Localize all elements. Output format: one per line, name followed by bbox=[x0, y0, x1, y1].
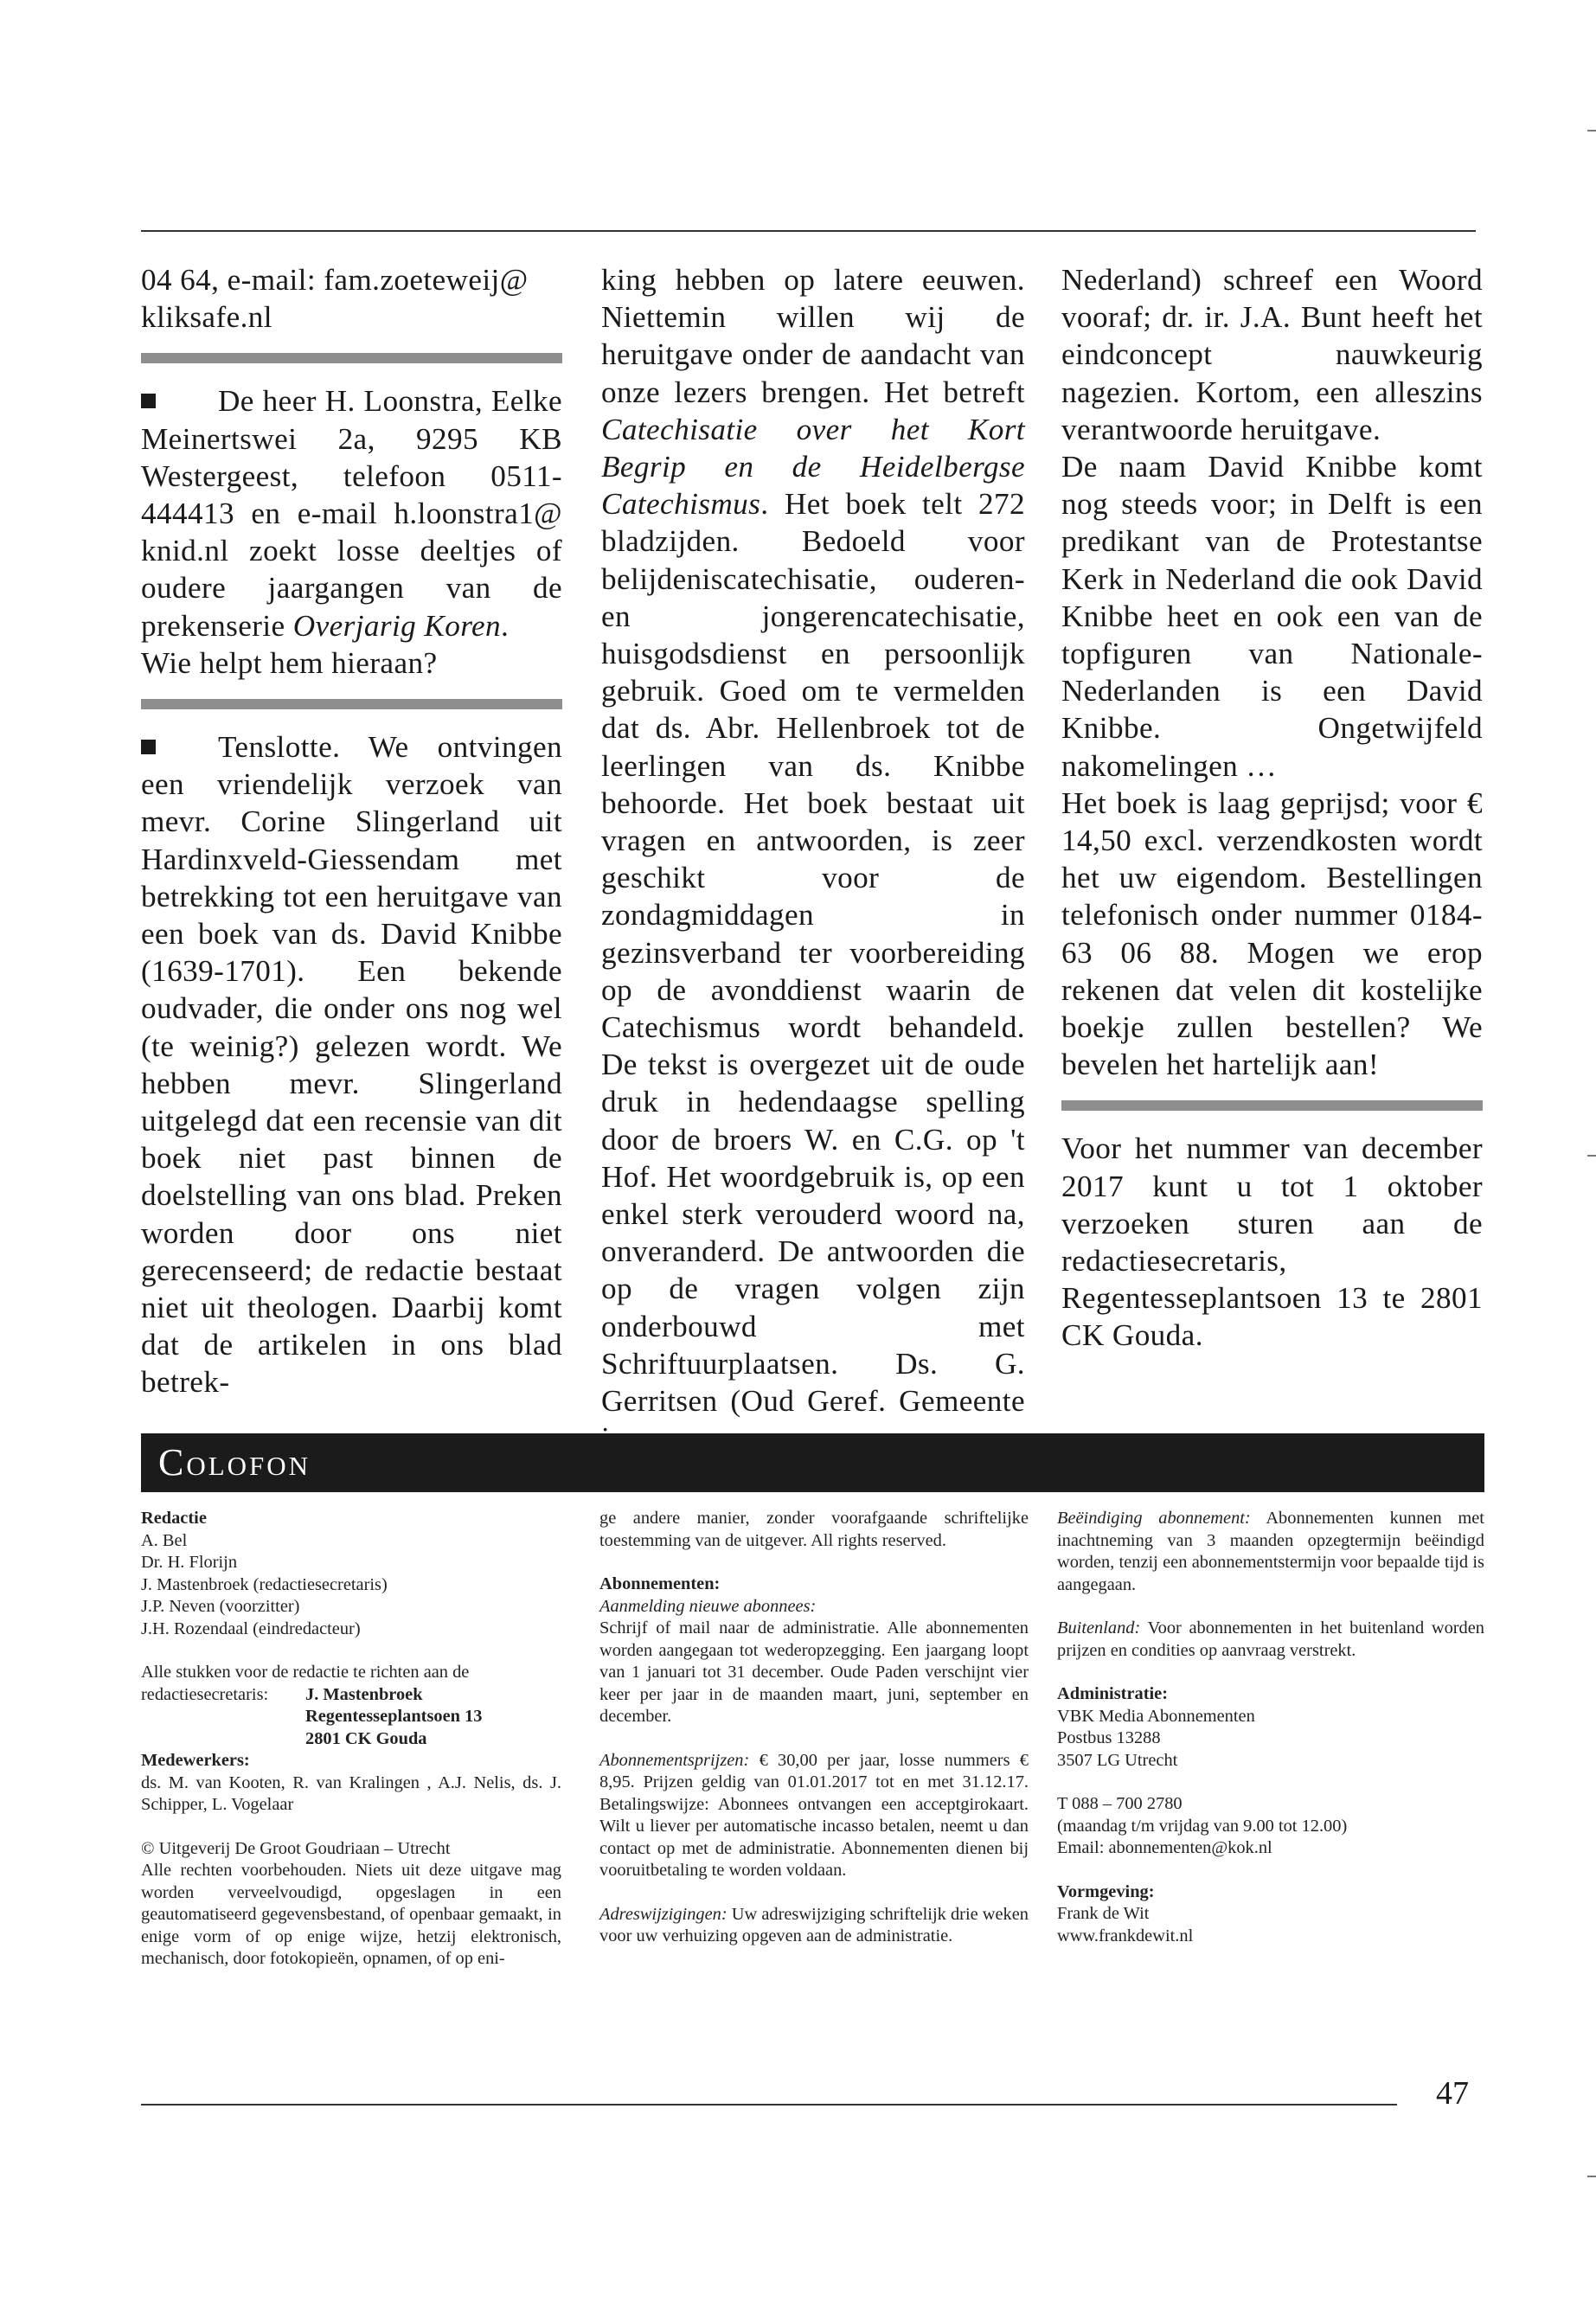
redactie-label: Redactie bbox=[141, 1509, 207, 1528]
prijzen-text: Abonnementsprijzen: € 30,00 per jaar, losse nummers € 8,95. Prijzen geldig van 01.01.2017 tot en met 31.12.17. Betalingswijze: Abonnees ontvangen een acceptgirokaart. Wilt u liever per automatische incasso betalen, neemt u dan contact op met de administratie. Abonnementen dienen bij vooruitbetaling te worden voldaan. bbox=[599, 1750, 1029, 1880]
buitenland-text: Buitenland: Voor abonnementen in het buitenland worden prijzen en condities op aanvraag verstrekt. bbox=[1057, 1618, 1484, 1660]
paragraph: king hebben op latere eeuwen. Niettemin willen wij de heruitgave onder de aandacht van onze lezers brengen. Het betreft Catechisatie over het Kort Begrip en de Heidelbergse Catechismus. Het boek telt 272 bladzijden. Bedoeld voor belijdeniscatechisatie, ouderen- en jongerencatechisatie, huisgodsdienst en persoonlijk gebruik. Goed om te vermelden dat ds. Abr. Hellenbroek tot de leerlingen van ds. Knibbe behoorde. Het boek bestaat uit vragen en antwoorden, is zeer geschikt voor de zondagmiddagen in gezinsverband ter voorbereiding op de avonddienst waarin de Catechismus wordt behandeld. De tekst is overgezet uit de oude druk in hedendaagse spelling door de broers W. en C.G. op 't Hof. Het woordgebruik is, op een enkel sterk verouderd woord na, onveranderd. De antwoorden die op de vragen volgen zijn onderbouwd met Schriftuurplaatsen. Ds. G. Gerritsen (Oud Geref. Gemeente bbox=[601, 263, 1025, 1419]
address-line: 2801 CK Gouda bbox=[305, 1728, 427, 1748]
beeindiging-text: Beëindiging abonnement: Abonnementen kunnen met inachtneming van 3 maanden opzegtermijn beëindigd worden, tenzij een abonnementstermijn voor bepaalde tijd is aangegaan. bbox=[1057, 1509, 1484, 1594]
paragraph: 04 64, e-mail: fam.zoeteweij@ kliksafe.nl bbox=[141, 263, 529, 335]
paragraph: De heer H. Loonstra, Eelke Meinertswei 2a, 9295 KB Westergeest, telefoon 0511-444413 en e-mail h.loonstra1@ knid.nl zoekt losse deeltjes of oudere jaargangen van de prekenserie Overjarig Koren. bbox=[141, 384, 562, 643]
colofon-column-1 bbox=[141, 1508, 561, 1971]
medewerkers-label: Medewerkers: bbox=[141, 1751, 250, 1770]
top-rule bbox=[141, 230, 1476, 232]
section-divider bbox=[141, 699, 562, 709]
address-line: J. Mastenbroek bbox=[305, 1684, 423, 1704]
address-line: Regentesseplantsoen 13 bbox=[305, 1707, 483, 1726]
paragraph: Het boek is laag geprijsd; voor € 14,50 excl. verzendkosten wordt het uw eigendom. Bestellingen telefonisch onder nummer 0184-63 06 88. Mogen we erop rekenen dat velen dit kostelijke boekje zullen bestellen? We bevelen het hartelijk aan! bbox=[1061, 785, 1483, 1082]
adreswijziging-text: Adreswijzigingen: Uw adreswijziging schriftelijk drie weken voor uw verhuizing opgeven aan de administratie. bbox=[599, 1904, 1029, 1945]
bottom-rule bbox=[141, 2104, 1397, 2106]
abonnementen-label: Abonnementen: bbox=[599, 1574, 721, 1593]
copyright-line: © Uitgeverij De Groot Goudriaan – Utrecht bbox=[141, 1838, 451, 1858]
designer-name: Frank de Wit bbox=[1057, 1904, 1150, 1923]
redactie-member: J. Mastenbroek (redactiesecretaris) bbox=[141, 1574, 388, 1594]
phone-number: T 088 – 700 2780 bbox=[1057, 1794, 1183, 1813]
redactie-member: Dr. H. Florijn bbox=[141, 1553, 238, 1572]
vormgeving-label: Vormgeving: bbox=[1057, 1881, 1155, 1901]
redactie-member: J.P. Neven (voorzitter) bbox=[141, 1597, 300, 1616]
redactie-member: A. Bel bbox=[141, 1530, 188, 1550]
paragraph: De naam David Knibbe komt nog steeds voor; in Delft is een predikant van de Protestantse Kerk in Nederland die ook David Knibbe heet en ook een van de topfiguren van Nationale-Nederlanden is een David Knibbe. Ongetwijfeld nakomelingen … bbox=[1061, 450, 1483, 783]
aanmelding-text: Schrijf of mail naar de administratie. Alle abonnementen worden aangegaan tot wederopzegging. Een jaargang loopt van 1 januari tot 31 december. Oude Paden verschijnt vier keer per jaar in de maanden maart, juni, september en december. bbox=[599, 1618, 1029, 1726]
paragraph: Nederland) schreef een Woord vooraf; dr. ir. J.A. Bunt heeft het eindconcept nauwkeurig nagezien. Kortom, een alleszins verantwoorde heruitgave. bbox=[1061, 263, 1483, 446]
rights-text-continued: ge andere manier, zonder voorafgaande schriftelijke toestemming van de uitgever. All rights reserved. bbox=[599, 1509, 1029, 1550]
article-column-1 bbox=[141, 261, 562, 1401]
crop-mark bbox=[1587, 130, 1596, 131]
stukken-text: Alle stukken voor de redactie te richten aan de bbox=[141, 1663, 470, 1682]
paragraph: Voor het nummer van december 2017 kunt u tot 1 oktober verzoeken sturen aan de redactiesecretaris, Regentesseplantsoen 13 te 2801 CK Gouda. bbox=[1061, 1131, 1483, 1353]
office-hours: (maandag t/m vrijdag van 9.00 tot 12.00) bbox=[1057, 1816, 1348, 1836]
bullet-square-icon bbox=[141, 394, 156, 408]
redactie-member: J.H. Rozendaal (eindredacteur) bbox=[141, 1618, 361, 1638]
paragraph: Wie helpt hem hieraan? bbox=[141, 645, 438, 680]
colofon-column-2 bbox=[599, 1508, 1029, 1948]
admin-line: VBK Media Abonnementen bbox=[1057, 1706, 1255, 1726]
section-divider bbox=[141, 353, 562, 363]
paragraph: Tenslotte. We ontvingen een vriendelijk verzoek van mevr. Corine Slingerland uit Hardinxveld-Giessendam met betrekking tot een heruitgave van een boek van ds. David Knibbe (1639-1701). Een bekende oudvader, die onder ons nog wel (te weinig?) gelezen wordt. We hebben mevr. Slingerland uitgelegd dat een recensie van dit boek niet past binnen de doelstelling van ons blad. Preken worden door ons niet gerecenseerd; de redactie bestaat niet uit theologen. Daarbij komt dat de artikelen in ons blad betrek- bbox=[141, 730, 562, 1400]
page-number: 47 bbox=[1436, 2075, 1469, 2112]
article-column-3 bbox=[1061, 261, 1483, 1355]
medewerkers-list: ds. M. van Kooten, R. van Kralingen , A.J. Nelis, ds. J. Schipper, L. Vogelaar bbox=[141, 1772, 561, 1814]
section-divider bbox=[1061, 1100, 1483, 1111]
colofon-column-3 bbox=[1057, 1508, 1484, 1947]
redactie-address bbox=[141, 1684, 561, 1707]
bullet-square-icon bbox=[141, 740, 156, 754]
article-column-2 bbox=[601, 261, 1025, 1458]
colofon-title: Colofon bbox=[158, 1441, 311, 1484]
rights-text: Alle rechten voorbehouden. Niets uit deze uitgave mag worden verveelvoudigd, opgeslagen in een geautomatiseerd gegevensbestand, of openbaar gemaakt, in enige vorm of op enige wijze, hetzij elektronisch, mechanisch, door fotokopieën, opnamen, of op eni- bbox=[141, 1861, 561, 1968]
email-address: Email: abonnementen@kok.nl bbox=[1057, 1838, 1272, 1857]
colofon-header bbox=[141, 1433, 1484, 1492]
administratie-label: Administratie: bbox=[1057, 1684, 1168, 1703]
aanmelding-label: Aanmelding nieuwe abonnees: bbox=[599, 1596, 817, 1616]
admin-line: Postbus 13288 bbox=[1057, 1728, 1161, 1747]
crop-mark bbox=[1587, 1155, 1596, 1157]
crop-mark bbox=[1587, 2176, 1596, 2177]
admin-line: 3507 LG Utrecht bbox=[1057, 1750, 1178, 1770]
designer-website: www.frankdewit.nl bbox=[1057, 1926, 1194, 1945]
address-label: redactiesecretaris: bbox=[141, 1684, 269, 1704]
